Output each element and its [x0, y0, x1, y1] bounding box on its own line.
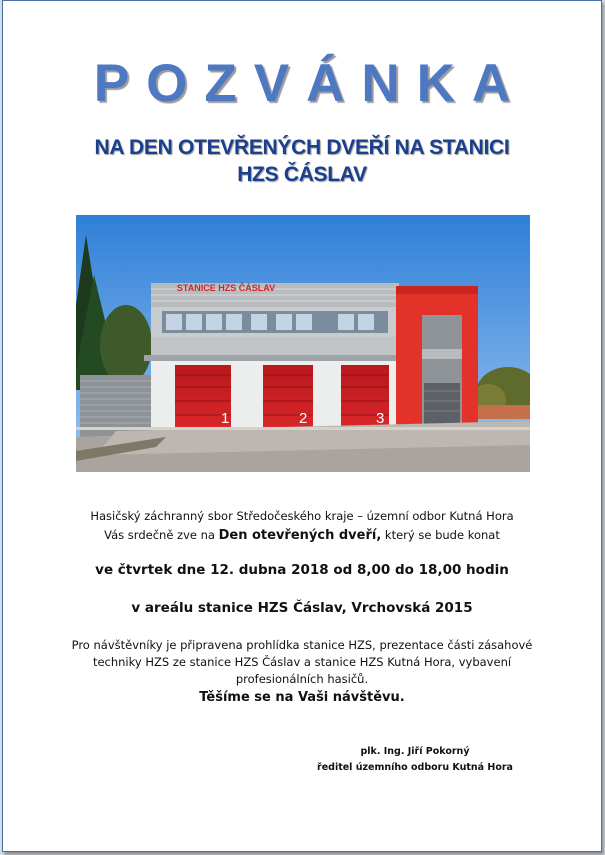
- intro-line-2-end: který se bude konat: [381, 528, 500, 542]
- subtitle-line-2: HZS ČÁSLAV: [237, 163, 367, 186]
- intro-line-2: [23, 526, 581, 545]
- intro-line-2-start: Vás srdečně zve na: [104, 528, 219, 542]
- event-program: Pro návštěvníky je připravena prohlídka stanice HZS, prezentace části zásahové techniky HZS ze stanice HZS Čáslav a stanice HZS Kutná Hora, vybavení profesionálních hasičů.: [71, 638, 533, 686]
- event-date: ve čtvrtek dne 12. dubna 2018 od 8,00 do 18,00 hodin: [95, 562, 509, 578]
- intro-line-1: Hasičský záchranný sbor Středočeského kraje – územní odbor Kutná Hora: [90, 509, 514, 523]
- greeting: Těšíme se na Vaši návštěvu.: [199, 690, 405, 705]
- invitation-page: [2, 0, 602, 852]
- invitation-title: POZVÁNKA: [93, 54, 528, 113]
- invitation-subtitle: [3, 134, 601, 188]
- event-name: Den otevřených dveří,: [218, 528, 382, 543]
- gate-number-1: 1: [221, 410, 230, 427]
- gate-number-3: 3: [376, 410, 385, 427]
- gate-number-2: 2: [299, 410, 308, 427]
- building-sign: STANICE HZS ČÁSLAV: [176, 283, 276, 293]
- intro-text: [23, 507, 581, 545]
- signatory-name: plk. Ing. Jiří Pokorný: [360, 746, 470, 757]
- fire-station-photo: [76, 215, 530, 472]
- signatory-role: ředitel územního odboru Kutná Hora: [317, 762, 513, 773]
- event-place: v areálu stanice HZS Čáslav, Vrchovská 2015: [131, 600, 473, 616]
- subtitle-line-1: NA DEN OTEVŘENÝCH DVEŘÍ NA STANICI: [94, 136, 510, 159]
- signature-block: [305, 744, 525, 776]
